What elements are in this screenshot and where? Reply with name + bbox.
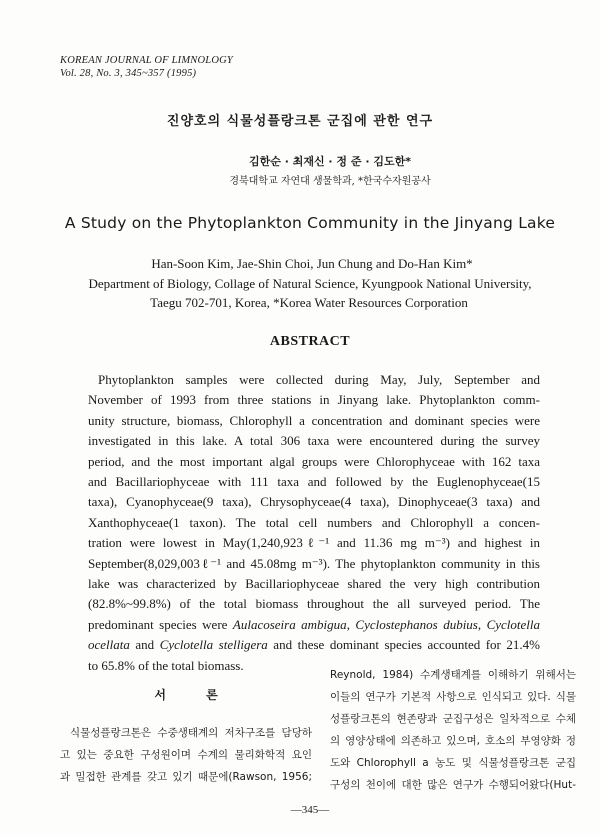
abstract-line: Xanthophyceae(1 taxon). The total cell numbers and Chlorophyll a concen- [88,514,540,530]
body-line: 의 영양상태에 의존하고 있으며, 호소의 부영양화 정 [330,735,576,747]
english-title: A Study on the Phytoplankton Community in the Jinyang Lake [64,214,556,232]
species-name: Cyclotella stelligera [159,637,268,653]
page-number: —345— [290,804,330,816]
abstract-line: (82.8%~99.8%) of the total biomass throughout the all surveyed period. The [88,596,540,612]
english-affiliation-line-1: Department of Biology, Collage of Natural Science, Kyungpook National University, [88,276,532,291]
body-line: 구성의 천이에 대한 많은 연구가 수행되어왔다(Hut- [330,779,576,791]
abstract-text: and [129,637,160,653]
abstract-line: lake was characterized by Bacillariophyceae shared the very high contribution [88,576,540,592]
species-name: ocellata [88,637,130,653]
body-line: 과 밀접한 관계를 갖고 있기 때문에(Rawson, 1956; [60,771,312,783]
english-affiliation-line-2: Taegu 702-701, Korea, *Korea Water Resources Corporation [150,295,468,310]
journal-header [60,54,233,80]
korean-title: 진양호의 식물성플랑크톤 군집에 관한 연구 [166,114,434,129]
abstract-line: to 65.8% of the total biomass. [88,657,244,673]
right-column [330,664,576,796]
abstract-line: unity structure, biomass, Chlorophyll a concentration and dominant species were [88,412,540,428]
abstract-line: taxa), Cyanophyceae(9 taxa), Chrysophyceae(4 taxa), Dinophyceae(3 taxa) and [88,494,540,510]
abstract-species-line [88,615,540,635]
abstract-line: investigated in this lake. A total 306 taxa were encountered during the survey [88,433,540,449]
section-heading-introduction: 서 론 [154,688,236,702]
species-name: Aulacoseira ambigua [232,616,347,632]
abstract-heading: ABSTRACT [269,334,351,349]
body-line: 도와 Chlorophyll a 농도 및 식물성플랑크톤 군집 [330,757,576,769]
abstract-line: tration were lowest in May(1,240,923ℓ⁻¹ and 11.36 mg m⁻³) and highest in [88,535,540,551]
abstract-text: , [477,616,487,632]
abstract-line: November of 1993 from three stations in Jinyang lake. Phytoplankton comm- [88,392,540,408]
abstract-text: predominant species were [88,616,233,632]
abstract-species-line [88,635,540,655]
body-line: Reynold, 1984) 수계생태계를 이해하기 위해서는 [330,669,576,681]
journal-volume: Vol. 28, No. 3, 345~357 (1995) [60,68,197,79]
species-name: Cyclotella [486,616,541,632]
body-line: 이들의 연구가 기본적 사항으로 인식되고 있다. 식물 [330,691,576,703]
body-line: 식물성플랑크톤은 수중생태계의 저차구조를 담당하 [70,727,312,739]
body-line: 고 있는 중요한 구성원이며 수계의 물리화학적 요인 [60,749,312,761]
body-line: 성플랑크톤의 현존량과 군집구성은 일차적으로 수체 [330,713,576,725]
korean-authors: 김한순 · 최재신 · 정 준 · 김도한* [249,155,411,168]
korean-affiliation: 경북대학교 자연대 생물학과, *한국수자원공사 [229,176,431,187]
abstract-text: , [346,616,356,632]
left-column-text [60,722,312,788]
abstract-line: and Bacillariophyceae with 111 taxa and followed by the Euglenophyceae(15 [88,474,540,490]
abstract-line: period, and the most important algal groups were Chlorophyceae with 162 taxa [88,453,540,469]
abstract-body [88,370,540,676]
species-name: Cyclostephanos dubius [355,616,478,632]
english-authors: Han-Soon Kim, Jae-Shin Choi, Jun Chung and Do-Han Kim* [151,256,473,271]
journal-name: KOREAN JOURNAL OF LIMNOLOGY [60,55,233,66]
abstract-line: Phytoplankton samples were collected during May, July, September and [98,372,540,387]
abstract-text: and these dominant species accounted for 21.4% [267,637,540,653]
abstract-line: September(8,029,003ℓ⁻¹ and 45.08mg m⁻³). The phytoplankton community in this [88,555,540,571]
